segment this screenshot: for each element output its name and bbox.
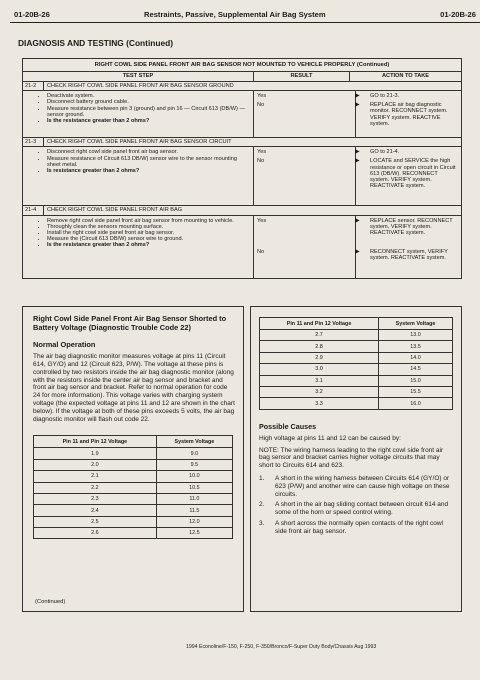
arrow-icon: ▶	[355, 102, 360, 109]
col-pin-voltage: Pin 11 and Pin 12 Voltage	[260, 318, 379, 330]
table-row: 3.1 15.0	[260, 375, 453, 386]
test-table-caption: RIGHT COWL SIDE PANEL FRONT AIR BAG SENSOR NOT MOUNTED TO VEHICLE PROPERLY (Continued)	[23, 59, 461, 72]
step-bullet: • Deactivate system.	[47, 93, 247, 99]
step-question: • Is resistance greater than 2 ohms?	[47, 168, 247, 174]
step-body-row	[23, 147, 461, 206]
table-row: 2.9 14.0	[260, 352, 453, 363]
step-title: CHECK RIGHT COWL SIDE PANEL FRONT AIR BAG SENSOR GROUND	[47, 83, 234, 89]
step-bullet: • Remove right cowl side panel front air bag sensor from mounting to vehicle.	[47, 218, 247, 224]
possible-causes-intro: High voltage at pins 11 and 12 can be caused by:	[259, 434, 401, 442]
table-header-row	[34, 436, 233, 448]
step-question: • Is the resistance greater than 2 ohms?	[47, 242, 247, 248]
action-yes: ▶ GO to 21-3.	[355, 93, 400, 100]
step-question: • Is the resistance greater than 2 ohms?	[47, 118, 247, 124]
table-header-row	[260, 318, 453, 330]
step-results	[254, 216, 356, 278]
voltage-table-continued	[259, 317, 453, 410]
col-system-voltage: System Voltage	[379, 318, 453, 330]
step-title-row	[23, 82, 461, 91]
section-title: DIAGNOSIS AND TESTING (Continued)	[18, 38, 174, 48]
step-body-row	[23, 216, 461, 278]
list-item: 1. A short in the wiring harness between Circuits 614 (GY/O) or 623 (P/W) and another wire can cause high voltage on these circuits.	[259, 474, 450, 498]
result-yes: Yes	[257, 93, 267, 100]
test-table	[22, 58, 462, 279]
header-result: RESULT	[254, 72, 350, 81]
table-row: 1.9 9.0	[34, 448, 233, 459]
list-item: 2. A short in the air bag sliding contact between circuit 614 and some of the horn or speed control wiring.	[259, 501, 449, 517]
wiring-note: NOTE: The wiring harness leading to the right cowl side front air bag sensor and bracket carries higher voltage circuits that may short to Circuits 614 and 623.	[259, 446, 444, 470]
test-table-header	[23, 72, 461, 82]
step-instructions	[23, 91, 254, 137]
step-number: 21-4	[23, 206, 44, 214]
step-title: CHECK RIGHT COWL SIDE PANEL FRONT AIR BAG	[47, 207, 183, 214]
step-bullet: • Measure the (Circuit 613 DB/W) sensor wire to ground.	[47, 236, 247, 242]
step-instructions	[23, 147, 254, 205]
arrow-icon: ▶	[355, 217, 360, 224]
step-bullet: • Disconnect battery ground cable.	[47, 99, 247, 105]
continued-label: (Continued)	[35, 599, 66, 605]
table-row: 3.0 14.5	[260, 364, 453, 375]
step-results	[254, 147, 356, 205]
step-bullet: • Install the right cowl side panel front air bag sensor.	[47, 230, 247, 236]
result-no: No	[257, 248, 265, 255]
step-title-row	[23, 138, 461, 147]
step-actions	[356, 216, 461, 278]
step-bullet: • Measure resistance of Circuit 613 DB/W) sensor wire to the sensor mounting sheet metal.	[47, 156, 247, 168]
col-system-voltage: System Voltage	[156, 436, 232, 448]
step-number: 21-2	[23, 82, 44, 90]
step-bullet: • Measure resistance between pin 3 (ground) and pin 16 — Circuit 613 (DB/W) — sensor ground.	[47, 106, 247, 118]
table-row: 3.2 15.5	[260, 386, 453, 397]
table-row: 2.1 10.0	[34, 471, 233, 482]
result-no: No	[257, 158, 265, 165]
step-results	[254, 91, 356, 137]
list-item: 3. A short across the normally open contacts of the right cowl side front air bag sensor.	[259, 519, 444, 535]
step-body-row	[23, 91, 461, 138]
result-no: No	[257, 102, 265, 109]
header-rule	[10, 22, 480, 23]
possible-causes-heading: Possible Causes	[259, 421, 317, 431]
table-row: 2.3 11.0	[34, 493, 233, 504]
normal-operation-text: The air bag diagnostic monitor measures voltage at pins 11 (Circuit 614, GY/O) and 12 (Circuit 623, P/W). The voltage at these pins is controlled by two resistors inside the air bag diagnostic monitor (along with the resistors inside the center air bag sensor and bracket and front air bag sensor and bracket. Refer to normal operation for code 24 for more information). This voltage varies with charging system voltage (the expected voltage at pins 11 and 12 are shown in the chart below). If the voltage at both of these pins exceeds 5 volts, the air bag diagnostic monitor will flash out code 22.	[33, 353, 235, 423]
normal-operation-heading: Normal Operation	[33, 340, 96, 350]
arrow-icon: ▶	[355, 149, 360, 156]
step-instructions	[23, 216, 254, 278]
table-row: 2.7 13.0	[260, 330, 453, 341]
action-yes: ▶ GO to 21-4.	[355, 149, 400, 156]
step-bullet: • Disconnect right cowl side panel front air bag sensor.	[47, 149, 247, 155]
arrow-icon: ▶	[355, 158, 360, 165]
action-yes: ▶ REPLACE sensor. RECONNECT system, VERIFY system. REACTIVATE system.	[355, 217, 453, 237]
action-no: ▶ REPLACE air bag diagnostic monitor. RECONNECT system. VERIFY system. REACTIVE system.	[355, 102, 448, 127]
arrow-icon: ▶	[355, 248, 360, 255]
result-yes: Yes	[257, 149, 267, 156]
page-footer: 1994 Econoline/F-150, F-250, F-350/Bronco/F-Super Duty Body/Chassis Aug 1993	[186, 644, 377, 650]
page-number-right: 01-20B-26	[440, 10, 476, 19]
header-title: Restraints, Passive, Supplemental Air Bag System	[144, 10, 326, 19]
arrow-icon: ▶	[355, 93, 360, 100]
table-row: 2.0 9.5	[34, 459, 233, 470]
col-pin-voltage: Pin 11 and Pin 12 Voltage	[34, 436, 157, 448]
table-row: 3.3 16.0	[260, 398, 453, 409]
step-bullet: • Throughly clean the sensors mounting surface.	[47, 224, 247, 230]
action-no: ▶ LOCATE and SERVICE the high resistance or open circuit in Circuit 613 (DB/W). RECONNECT system. VERIFY system. REACTIVATE system.	[355, 158, 456, 190]
step-actions	[356, 91, 461, 137]
step-title: CHECK RIGHT COWL SIDE PANEL FRONT AIR BAG SENSOR CIRCUIT	[47, 139, 232, 146]
table-row: 2.5 12.0	[34, 516, 233, 527]
causes-list	[259, 475, 453, 536]
possible-causes-box	[250, 306, 462, 612]
step-actions	[356, 147, 461, 205]
header-action: ACTION TO TAKE	[381, 73, 430, 79]
table-row: 2.4 11.5	[34, 505, 233, 516]
box-heading: Right Cowl Side Panel Front Air Bag Sensor Shorted to Battery Voltage (Diagnostic Trouble Code 22)	[33, 314, 227, 332]
page-number-left: 01-20B-26	[14, 10, 50, 19]
step-number: 21-3	[23, 138, 44, 146]
step-title-row	[23, 206, 461, 215]
result-yes: Yes	[257, 217, 267, 224]
table-row: 2.2 10.5	[34, 482, 233, 493]
voltage-table	[33, 435, 233, 539]
action-no: ▶ RECONNECT system, VERIFY system. REACTIVATE system.	[355, 248, 448, 261]
dtc22-description-box	[22, 306, 244, 612]
table-row: 2.8 13.5	[260, 341, 453, 352]
header-test-step: TEST STEP	[23, 72, 254, 81]
table-row: 2.6 12.5	[34, 528, 233, 539]
